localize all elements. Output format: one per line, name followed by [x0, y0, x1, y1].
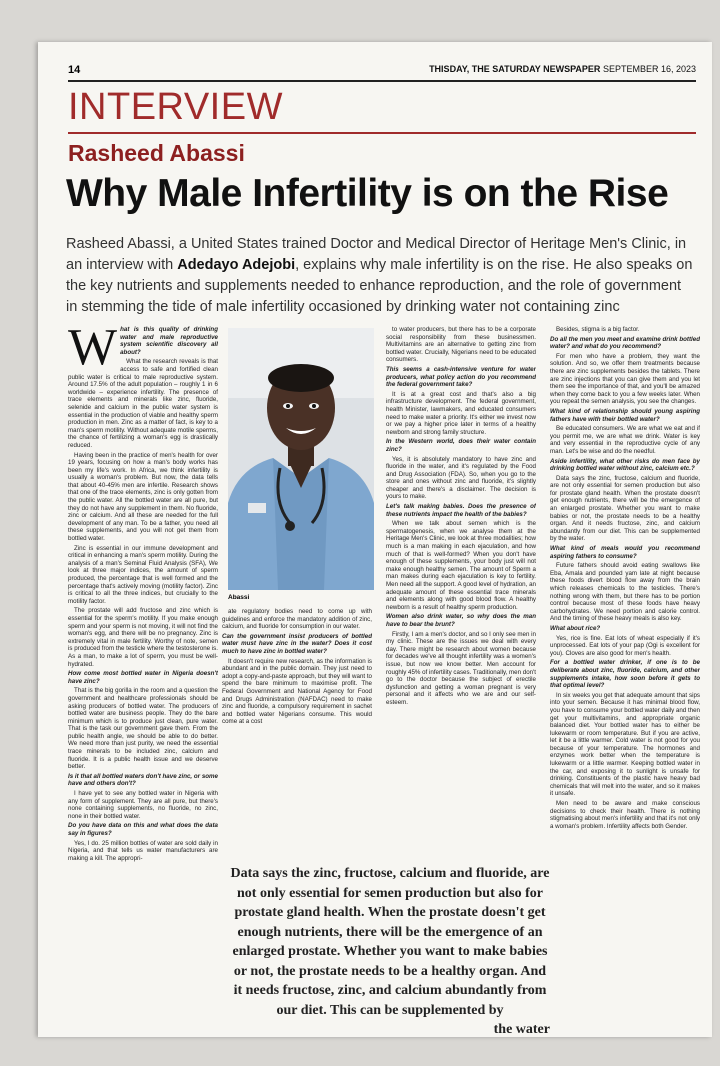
question: Do all the men you meet and examine drink bottled water? and what do you recommend? [550, 335, 700, 351]
answer-paragraph: That is the big gorilla in the room and a question the government and healthcare professionals should be asking producers of bottled water. The producers of bottled water are business people. They do the bare minimum which is to produce just clean, pure water. That is the task our government gave them. From the public health angle, we should be able to do better. We need more than just purity, we need the essential trace minerals to be included zinc, calcium and fluoride. It is a public health issue and we deserve better. [68, 687, 218, 771]
intro-paragraph [66, 234, 696, 318]
article-column-1 [68, 326, 218, 1019]
answer-paragraph: For men who have a problem, they want the solution. And so, we offer them treatments because there are zinc supplements besides the tablets. There are zinc injections that you can give them and you let them see the importance of that, and you'll be amazed when they come back to you a few weeks later. When you repeat the semen analysis, you see the changes. [550, 352, 700, 406]
answer-paragraph: ate regulatory bodies need to come up with guidelines and enforce the mandatory addition of zinc, calcium, and fluoride for consumption in our water. [222, 608, 372, 631]
answer-paragraph: Zinc is essential in our immune development and critical in enhancing a man's sperm motility. During the analysis of a man's Seminal Fluid Analysis (SFA), We look at three major indices, the amount of sperm produced, the percentage that is well formed and the percentage that's actively moving (motility factor). Zinc is critical to all the three indices, but crucially to the motility factor. [68, 544, 218, 605]
answer-paragraph: Yes, rice is fine. Eat lots of wheat especially if it's unprocessed. Eat lots of your pap (Ogi is excellent for you). Cloves are also good for men's health. [550, 634, 700, 657]
answer-paragraph: Firstly, I am a men's doctor, and so I only see men in my clinic. These are the issues we deal with every day. There might be research about women because for decades we've all thought infertility was a women's issue, but now we know better. Men account for roughly 45% of infertility cases. Traditionally, men don't go to the doctor because the subject of erectile dysfunction and getting a woman pregnant is very personal and it affects who we are and our self-esteem. [386, 630, 536, 706]
publication-name: THISDAY, THE SATURDAY NEWSPAPER [429, 64, 601, 74]
question: Can the government insist producers of bottled water must have zinc in the water? Does it cost much to have zinc in bottled water? [222, 632, 372, 655]
answer-paragraph: I have yet to see any bottled water in Nigeria with any form of supplement. They are all pure, but there's none containing supplements, no fluoride, no zinc, none in their bottled water. [68, 790, 218, 820]
byline: Rasheed Abassi [68, 140, 245, 166]
answer-paragraph: The prostate will add fructose and zinc which is essential for the sperm's motility. If you make enough sperm and your sperm is not moving, it will not find the woman's egg, and there will be no pregnancy. Zinc is extremely vital in male fertility. Worthy of note, semen is produced from the testicle where the testosterone is. As a man, to make a lot of sperm, you must be well-hydrated. [68, 607, 218, 668]
question: This seems a cash-intensive venture for water producers, what policy action do you recommend the federal government take? [386, 365, 536, 389]
answer-paragraph: Yes, it is absolutely mandatory to have zinc and fluoride in the water, and it's regulated by the Food and Drug Association (FDA). So, when you go to the store and ones without zinc and fluoride, it's slightly cheaper and there's a disclaimer. The decision is yours to make. [386, 455, 536, 501]
publication-line [429, 64, 696, 74]
question: Do you have data on this and what does the data say in figures? [68, 822, 218, 837]
answer-paragraph: In six weeks you get that adequate amount that sips into your semen. Because it has minimal blood flow, you have to consume your bottled water daily and then get your multivitamins, and appropriate organic balanced diet. Your bottled water has to either be lukewarm or room temperature. But if you are active, let it be a little warmer. Cold water is not good for you because of your temperature. The hormones and enzymes work better when the temperature is lukewarm or a little warmer. Keeping bottled water in the car, and exposing it to sunlight is unsafe for drinking. Constituents of the plastic have heavy bad chemicals that will melt into the water, and so it makes it unsafe. [550, 691, 700, 798]
section-rule [68, 132, 696, 134]
intro-text-1: Rasheed Abassi, a United States trained Doctor and Medical Director of Heritage Men's Clinic, in an interview with [66, 236, 687, 273]
page-header [68, 62, 696, 82]
answer-paragraph: to water producers, but there has to be a corporate social responsibility from these businessmen. Multivitamins are an alternative to getting zinc from bottled water. Crucially, Nigerians need to be educated consumers. [386, 326, 536, 364]
headline: Why Male Infertility is on the Rise [66, 172, 669, 215]
page-number: 14 [68, 64, 81, 76]
question: What about rice? [550, 624, 601, 632]
question: Aside infertility, what other risks do men face by drinking bottled water without zinc, calcium etc.? [550, 457, 700, 473]
question: Is it that all bottled waters don't have zinc, or some have and others don't? [68, 772, 218, 788]
pull-quote-text: Data says the zinc, fructose, calcium and fluoride, are not only essential for semen production but also for prostate gland health. When the prostate doesn't get enough nutrients, there will be the emergence of an enlarged prostate. Whether you want to make babies or not, the prostate needs to be a healthy organ. And it needs fructose, zinc, and calcium abundantly from our diet. This can be supplemented by [230, 866, 550, 1018]
portrait-illustration [228, 328, 374, 590]
question: Women also drink water, so why does the man have to bear the brunt? [386, 613, 536, 628]
publication-date: SEPTEMBER 16, 2023 [602, 64, 696, 74]
intro-text-2: , explains why male infertility is on the rise. He also speaks on the key nutrients and supplements needed to enhance reproduction, and the role of government in stemming the tide of male infertility occasioned by drinking water not containing zinc [66, 257, 693, 315]
answer-paragraph: What the research reveals is that access to safe and fortified clean public water is critical to male reproductive system. Around 17.5% of the adult population – roughly 1 in 6 worldwide – experience infertility. The presence of trace elements and minerals like zinc, fluoride, selenide and calcium in the public water system is essential in the production of viable and healthy sperm production in men. Zinc as a matter of fact, is key to a man's sperm motility. Without adequate motile sperms, the chance of fertilizing a woman's egg is drastically reduced. [68, 358, 218, 449]
answer-paragraph: When we talk about semen which is the spermatogenesis, when we analyse them at the Heritage Men's Clinic, we look at three modalities; how much is a man making in each ejaculation, and how much of that is well-formed? When you don't have enough of these supplements, your body just will not make enough healthy semen. The amount of Sperm a man makes during each ejaculation is key to fertility. Men need all the support. A good level of hydration, an adequate amount of these essential trace minerals and elements along with good blood flow. A healthy newborn is a result of healthy sperm production. [386, 520, 536, 611]
question: What kind of relationship should young aspiring fathers have with their bottled water? [550, 407, 700, 423]
answer-paragraph: Data says the zinc, fructose, calcium and fluoride, are not only essential for semen production but also for prostate gland health. When the prostate doesn't get enough nutrients, there will be the emergence of an enlarged prostate. Whether you want to make babies or not, the prostate needs to be a healthy organ. And it needs fructose, zinc, and calcium abundantly from our diet. This can be supplemented by the water. [550, 474, 700, 543]
answer-paragraph: Besides, stigma is a big factor. [556, 326, 640, 333]
interviewer-name: Adedayo Adejobi [177, 257, 296, 273]
portrait-photo [228, 328, 374, 590]
question: Let's talk making babies. Does the presence of these nutrients impact the health of the babies? [386, 503, 536, 518]
answer-paragraph: It is at a great cost and that's also a big infrastructure development. The federal government, health Minister, lawmakers, and educated consumers need to make water a priority. It's either we invest now or we pay a higher price later in terms of a healthy newborn and strong family structure. [386, 390, 536, 436]
answer-paragraph: It doesn't require new research, as the information is abundant and in the public domain. They just need to adopt a copy-and-paste approach, but they will want to spend the bare minimum to maximise profit. The Federal Government and National Agency for Food and Drugs Administration (NAFDAC) need to make zinc and fluoride, a compulsory requirement in sachet and bottled water Nigerians consume. This would come at a cost [222, 657, 372, 726]
article-column-2 [222, 608, 372, 863]
pull-quote-ending: the water [493, 1022, 550, 1037]
question: In the Western world, does their water contain zinc? [386, 438, 536, 453]
article-column-3 [386, 326, 536, 856]
answer-paragraph: Future fathers should avoid eating swallows like Eba, Amala and pounded yam late at night because these foods divert blood flow away from the brain which releases chemicals to the testicles. There's nothing wrong with them, but there has to be portion control because most of these foods have heavy carbohydrates. We need portion and calorie control. And the timing of these heavy meals is also key. [550, 562, 700, 623]
newspaper-page [38, 42, 712, 1037]
question: What kind of meals would you recommend aspiring fathers to consume? [550, 545, 700, 560]
photo-caption: Abassi [228, 594, 250, 601]
question: For a bottled water drinker, if one is to be deliberate about zinc, fluoride, calcium, and other supplements intake, how soon before it gets to that optimal level? [550, 659, 700, 690]
answer-paragraph: Men need to be aware and make conscious decisions to check their health. There is nothing stigmatising about men's infertility and that it's not only a woman's problem. Infertility affects both Gender. [550, 800, 700, 830]
drop-cap: W [68, 326, 118, 376]
question: How come most bottled water in Nigeria doesn't have zinc? [68, 670, 218, 685]
article-column-4 [550, 326, 700, 1019]
answer-paragraph: Be educated consumers. We are what we eat and if you permit me, we are what we drink. Water is key and very essential in the reproductive cycle of any man. Let's be wise and do the needful. [550, 425, 700, 455]
section-title: INTERVIEW [68, 86, 283, 128]
answer-paragraph: Having been in the practice of men's health for over 19 years, focusing on how a man's body works has been my life's work. In Africa, we think infertility is usually a woman's problem. But now, the data tells that about 40-45% men are infertile. Research shows that one of the trace elements, zinc is only gotten from the public water. All the bottled water are all pure, but they do not have any supplement in them. No fluoride, zinc or calcium. And all these are needed for the full development of any man. To be a father, you need all these supplements, and you will not get them from bottled water. [68, 451, 218, 543]
pull-quote [230, 864, 550, 1037]
answer-paragraph: Yes, I do. 25 million bottles of water are sold daily in Nigeria, and that tells us water manufacturers are making a kill. The appropri- [68, 839, 218, 862]
question: hat is this quality of drinking water and male reproductive system scientific discovery all about? [120, 326, 218, 356]
